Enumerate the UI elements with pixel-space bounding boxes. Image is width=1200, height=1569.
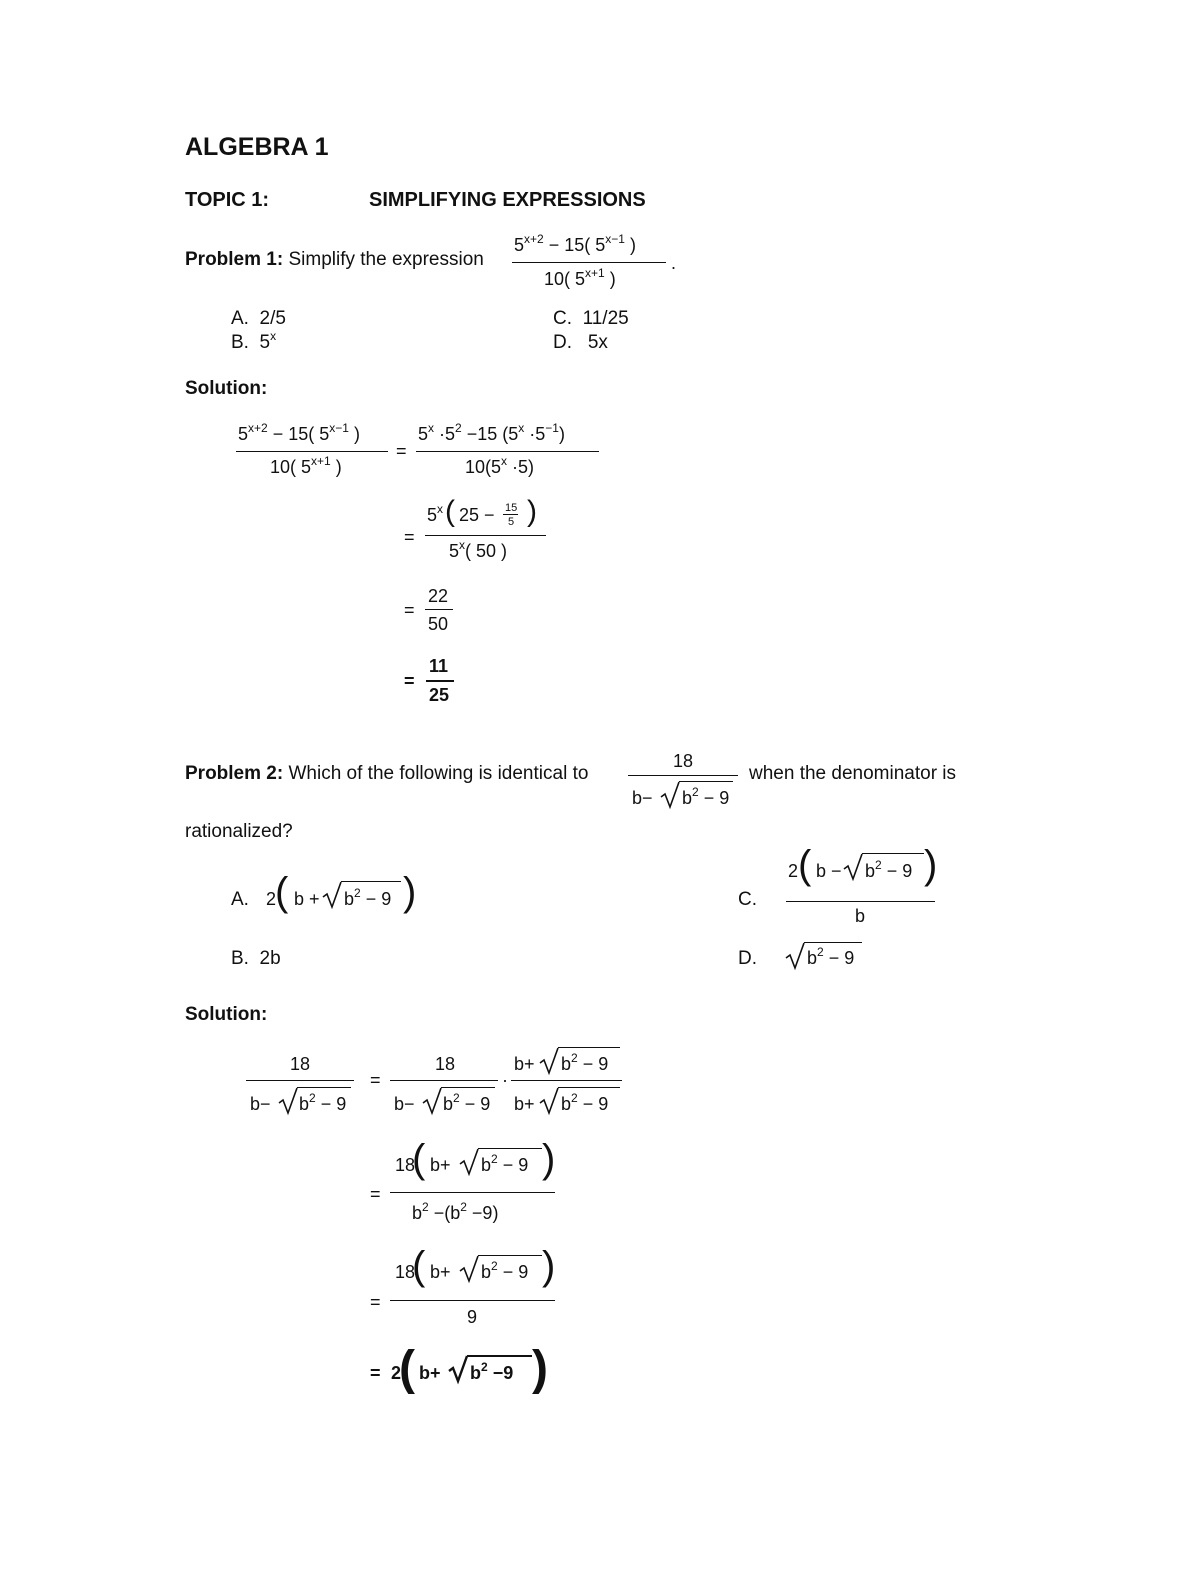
problem2-prompt-b: when the denominator is [749,763,957,784]
p2-step1-rhs2-num-b-plus: b+ [514,1054,535,1074]
p2-step1-rhs2-bar [511,1080,622,1081]
problem2-option-c-open-paren: ( [798,843,812,887]
p2-step1-rhs2-den-radicand: $b^2 - 9$ [561,1091,609,1114]
p1-step1-rhs-numerator: $5^x \cdot 5^2 -15$ $(5^x \cdot 5^{-1})$ [418,421,565,444]
p2-step2-coef: 18 [395,1155,416,1175]
problem2-fraction-numerator: 18 [673,751,694,771]
problem1-denominator: 10( $5^{x+1}$ ) [544,266,616,289]
p1-step1-lhs-bar [236,451,388,452]
problem2-option-a-radical-sign [322,880,344,910]
p2-step3-radical-bar [478,1255,542,1256]
problem2-label: Problem 2: [185,763,284,784]
p2-step3-coef: 18 [395,1262,416,1282]
problem2-option-a-radicand: $b^2 - 9$ [344,886,392,909]
problem1-statement [185,250,484,269]
p2-step1-rhs2-num-radicand: $b^2 - 9$ [561,1051,609,1074]
p1-step2-denominator: 5$^x$( 50 ) [449,538,508,561]
problem2-prompt-c: rationalized? [185,821,293,842]
p1-step2-small-frac-bar [503,514,518,515]
p2-step1-rhs2-num-radical-bar [558,1047,620,1048]
p2-step1-rhs2-den-b-plus: b+ [514,1094,535,1114]
p2-step2-open-paren: ( [412,1137,426,1181]
p1-step2-bar [425,535,546,536]
p2-step3-equals: = [370,1292,381,1312]
problem1-fraction-bar [512,262,666,263]
p1-step4-equals: = [404,671,415,691]
p2-step3-close-paren: ) [542,1244,556,1288]
p2-step1-rhs1-bar [390,1080,498,1081]
p2-step4-coef: 2 [391,1363,402,1383]
p1-step2-num-inner: 25 − [459,505,495,525]
p2-step1-rhs1-radical-bar [441,1087,495,1088]
problem2-option-d-radicand: $b^2 - 9$ [807,945,855,968]
problem2-option-c-radicand: $b^2 - 9$ [865,858,913,881]
p2-step2-radical-sign [459,1147,481,1177]
p2-step2-b-plus: b+ [430,1155,451,1175]
p2-step1-lhs-radical-bar [297,1087,351,1088]
p2-step1-rhs1-radical-sign [422,1086,444,1116]
p1-step2-equals: = [404,527,415,547]
p2-step3-b-plus: b+ [430,1262,451,1282]
problem2-solution-label: Solution: [185,1004,268,1025]
p2-step2-den: $b^2 -(b^2 -9)$ [412,1200,499,1223]
p2-step1-lhs-bar [246,1080,354,1081]
problem2-option-c-radical-bar [862,853,924,854]
p1-step3-numerator: 22 [428,586,449,606]
p2-step2-radical-bar [478,1148,542,1149]
p2-step4-radical-bar [467,1355,532,1357]
p2-step1-lhs-radicand: $b^2 - 9$ [299,1091,347,1114]
p2-step1-lhs-num: 18 [290,1054,311,1074]
problem2-option-c-b-minus: b − [816,861,842,881]
problem2-option-a-coef: 2 [266,889,277,909]
p1-step3-denominator: 50 [428,614,449,634]
problem1-label: Problem 1: [185,249,284,270]
problem2-option-a-close-paren: ) [403,870,417,914]
problem2-fraction-b-minus: b− [632,788,653,808]
p1-step2-numerator: 5$^x$ [427,502,444,525]
p2-step1-rhs2-den-radical-bar [558,1087,620,1088]
p2-step4-open-paren: ( [399,1342,415,1395]
p2-step4-close-paren: ) [532,1342,548,1395]
problem2-option-d-radical-bar [804,942,862,943]
p2-step1-equals: = [370,1070,381,1090]
p2-step3-bar [390,1300,555,1301]
p2-step1-lhs-radical-sign [278,1086,300,1116]
p2-step1-dot: · [502,1070,508,1090]
problem2-option-a-open-paren: ( [275,870,289,914]
p2-step4-radical-sign [448,1354,470,1384]
page-title: ALGEBRA 1 [185,133,329,161]
problem2-option-a[interactable]: A. [231,889,249,910]
p2-step1-rhs1-num: 18 [435,1054,456,1074]
problem1-period: . [671,253,677,273]
problem1-option-c[interactable]: C. 11/25 [553,308,629,329]
problem2-option-c-bar [786,901,935,902]
problem2-option-d-radical-sign [785,941,807,971]
problem1-prompt: Simplify the expression [288,249,484,270]
problem2-radicand: $b^2 - 9$ [682,785,730,808]
p2-step2-close-paren: ) [542,1137,556,1181]
p1-step2-small-frac-den: 5 [508,516,515,528]
problem1-option-b[interactable]: B. 5$^x$ [231,329,277,353]
p2-step3-open-paren: ( [412,1244,426,1288]
problem2-option-a-b-plus: b + [294,889,320,909]
p2-step4-radicand: $b^2 -9$ [470,1360,514,1383]
p2-step2-radicand: $b^2 - 9$ [481,1152,529,1175]
p2-step2-equals: = [370,1184,381,1204]
p1-step1-equals: = [396,441,407,461]
p2-step3-den: 9 [467,1307,478,1327]
problem2-option-c-radical-sign [843,852,865,882]
problem1-solution-label: Solution: [185,378,268,399]
p1-step2-close-paren: ) [527,495,537,528]
problem2-radical-bar [679,781,733,782]
p2-step1-rhs2-num-radical-sign [539,1046,561,1076]
problem2-option-c-den: b [855,906,866,926]
p2-step4-b-plus: b+ [419,1363,441,1383]
p1-step3-equals: = [404,600,415,620]
p2-step1-lhs-b-minus: b− [250,1094,271,1114]
problem2-fraction-bar [628,775,738,776]
p2-step2-bar [390,1192,555,1193]
p2-step3-radicand: $b^2 - 9$ [481,1259,529,1282]
problem2-radical-sign [660,780,682,810]
problem2-option-d[interactable]: D. [738,948,757,969]
topic-label: TOPIC 1: [185,189,270,211]
p1-step1-lhs-numerator: $5^{x+2} - 15$( $5^{x-1}$ ) [238,421,360,444]
p1-step2-small-frac-num: 15 [505,502,518,514]
p1-step2-open-paren: ( [445,495,455,528]
problem1-numerator: $5^{x+2} - 15$( $5^{x-1}$ ) [514,232,636,255]
p1-step3-bar [425,609,453,610]
p2-step1-rhs1-b-minus: b− [394,1094,415,1114]
problem2-option-b[interactable]: B. 2b [231,948,281,969]
problem2-option-c-coef: 2 [788,861,799,881]
p1-step4-denominator: 25 [429,685,450,705]
p1-step1-lhs-denominator: 10( $5^{x+1}$ ) [270,454,342,477]
p2-step1-rhs2-den-radical-sign [539,1086,561,1116]
problem2-prompt-a: Which of the following is identical to [288,763,589,784]
p1-step4-numerator: 11 [429,656,449,676]
p1-step1-rhs-bar [416,451,599,452]
p1-step4-bar [426,680,454,682]
problem2-statement [185,764,588,783]
problem2-option-a-radical-bar [341,881,401,882]
topic-name: SIMPLIFYING EXPRESSIONS [369,189,646,211]
p2-step3-radical-sign [459,1254,481,1284]
problem2-option-c-close-paren: ) [924,843,938,887]
p2-step4-equals: = [370,1363,381,1383]
problem2-option-c[interactable]: C. [738,889,757,910]
problem1-option-a[interactable]: A. 2/5 [231,308,286,329]
p2-step1-rhs1-radicand: $b^2 - 9$ [443,1091,491,1114]
problem1-option-d[interactable]: D. 5x [553,332,608,353]
p1-step1-rhs-denominator: $10(5^x \cdot 5)$ [465,454,535,477]
